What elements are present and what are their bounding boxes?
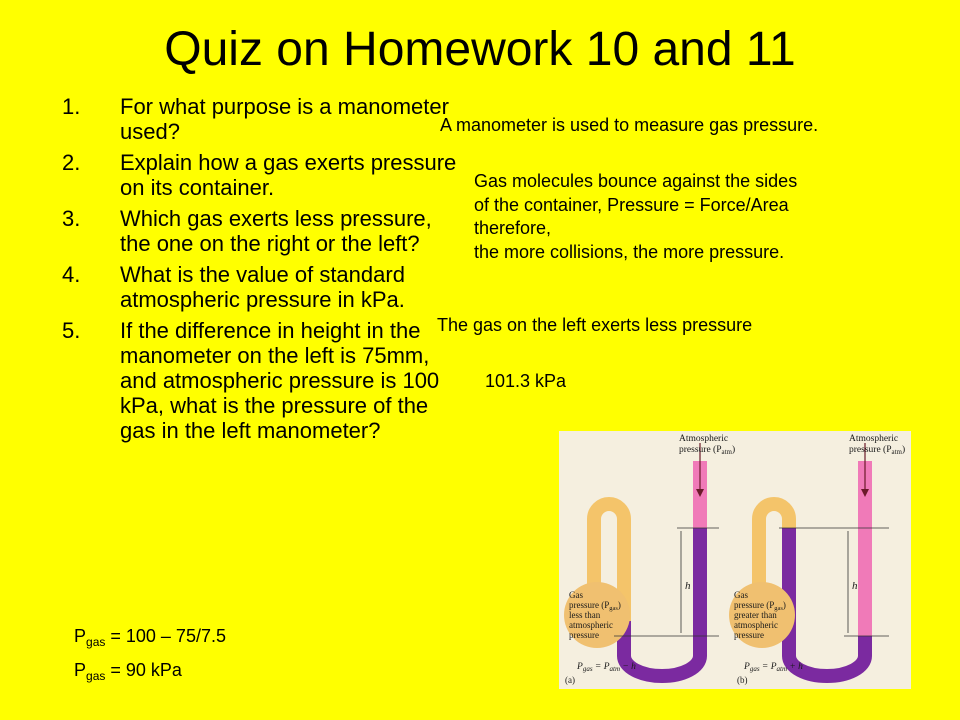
manometer-figure xyxy=(559,431,911,689)
calculation xyxy=(74,622,226,690)
manometer-right xyxy=(729,434,905,685)
question-item xyxy=(62,262,462,312)
slide-title: Quiz on Homework 10 and 11 xyxy=(164,23,796,76)
equation-right: $P_{gas} = P_{atm} + h$ xyxy=(744,662,803,673)
question-item xyxy=(62,150,462,200)
answer-2-line: therefore, xyxy=(474,218,552,238)
calc-line-1: $P_{gas} = 100 - 75/7.5$ xyxy=(74,626,226,649)
question-number: 5. xyxy=(62,318,81,343)
question-text: Explain how a gas exerts pressure on its container. xyxy=(120,150,457,200)
calc-line-2: $P_{gas} = 90$ kPa xyxy=(74,660,182,683)
answer-2-line: Gas molecules bounce against the sides xyxy=(474,171,798,191)
question-text: If the difference in height in the manometer on the left is 75mm, and atmospheric pressure is 100 kPa, what is the pressure of the gas in the left manometer? xyxy=(120,318,440,443)
atm-label-1: Atmospheric xyxy=(849,434,899,444)
question-number: 1. xyxy=(62,94,81,119)
answer-2 xyxy=(474,170,914,264)
question-text: Which gas exerts less pressure, the one on the right or the left? xyxy=(120,206,432,256)
atm-label-1: Atmospheric xyxy=(679,434,729,444)
height-label: h xyxy=(685,580,691,592)
answer-3: The gas on the left exerts less pressure xyxy=(437,315,753,335)
question-number: 4. xyxy=(62,262,81,287)
answer-4: 101.3 kPa xyxy=(485,371,567,391)
question-text: For what purpose is a manometer used? xyxy=(120,94,449,144)
panel-label-b: (b) xyxy=(737,675,748,685)
question-item xyxy=(62,206,462,256)
answer-2-line: the more collisions, the more pressure. xyxy=(474,241,785,262)
question-number: 3. xyxy=(62,206,81,231)
question-number: 2. xyxy=(62,150,81,175)
equation-left: $P_{gas} = P_{atm} - h$ xyxy=(577,662,636,673)
question-item xyxy=(62,318,462,443)
gas-label: Gas pressure $(P_{gas})$ less than atmospheric pressure xyxy=(569,590,621,640)
question-list xyxy=(62,94,462,449)
atm-label-2: pressure $(P_{atm})$ xyxy=(679,445,736,456)
manometer-left xyxy=(564,434,735,685)
question-item xyxy=(62,94,462,144)
panel-label-a: (a) xyxy=(565,675,575,685)
answer-1: A manometer is used to measure gas pressure. xyxy=(440,115,819,135)
answer-2-line: of the container, Pressure = Force/Area xyxy=(474,194,789,215)
gas-label: Gas pressure $(P_{gas})$ greater than atmospheric pressure xyxy=(734,590,786,640)
atm-label-2: pressure $(P_{atm})$ xyxy=(849,445,906,456)
manometer-diagram xyxy=(559,431,911,689)
liquid-column xyxy=(624,528,700,676)
height-label: h xyxy=(852,580,858,592)
liquid-column xyxy=(789,528,865,676)
question-text: What is the value of standard atmospheric pressure in kPa. xyxy=(120,262,405,312)
